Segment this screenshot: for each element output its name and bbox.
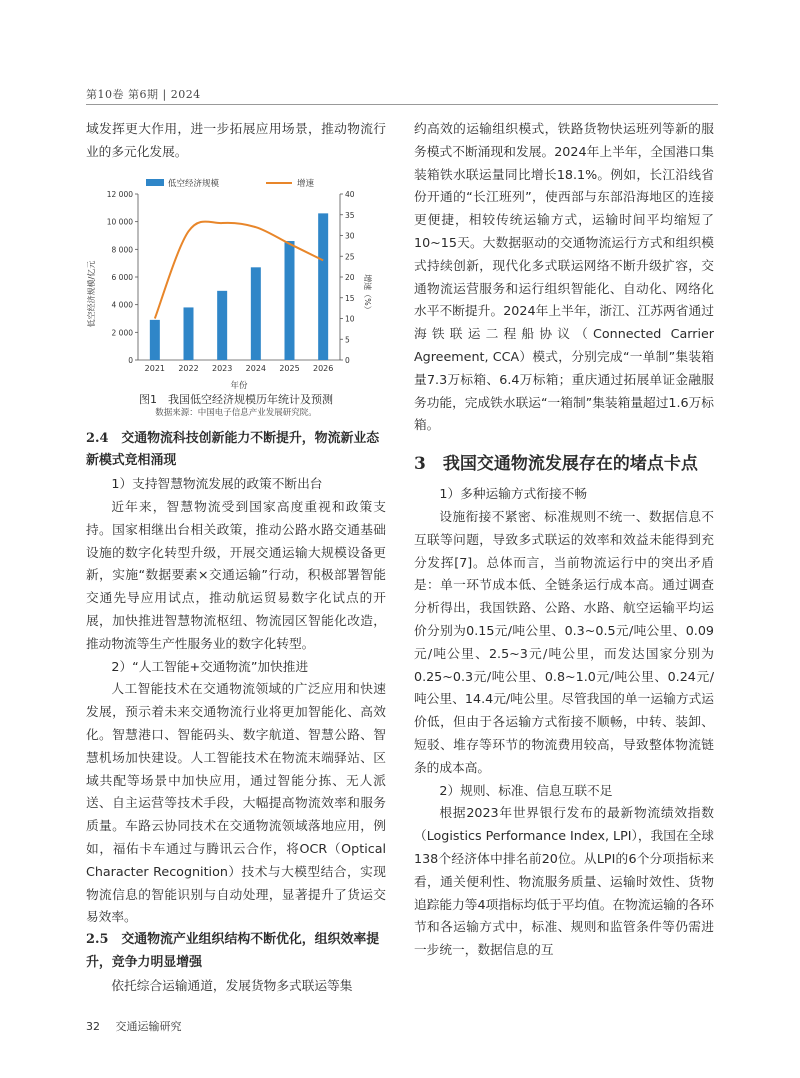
y-tick-label: 10 000 bbox=[106, 217, 133, 227]
bar-2025 bbox=[285, 241, 295, 360]
x-tick-label: 2025 bbox=[279, 363, 300, 373]
running-head: 第10卷 第6期 | 2024 bbox=[86, 88, 201, 101]
y-right-tick-label: 20 bbox=[345, 272, 355, 282]
y-right-tick-label: 10 bbox=[345, 314, 355, 324]
y-tick-label: 8 000 bbox=[111, 244, 133, 254]
low-altitude-economy-chart bbox=[86, 174, 386, 390]
legend-bar-label: 低空经济规模 bbox=[168, 178, 220, 189]
y-right-tick-label: 40 bbox=[345, 189, 355, 199]
subheading-policy: 1）支持智慧物流发展的政策不断出台 bbox=[111, 476, 323, 492]
chart-plot-area bbox=[107, 190, 355, 373]
y-tick-label: 12 000 bbox=[106, 189, 133, 199]
y-right-tick-label: 0 bbox=[345, 355, 350, 365]
paragraph-intro: 域发挥更大作用，进一步拓展应用场景，推动物流行业的多元化发展。 bbox=[86, 121, 386, 159]
x-tick-label: 2024 bbox=[245, 363, 267, 373]
bar-2023 bbox=[217, 290, 227, 359]
figure-source: 数据来源：中国电子信息产业发展研究院。 bbox=[155, 407, 317, 418]
y-axis-right-label: 增速（%） bbox=[363, 273, 372, 314]
subheading-standards: 2）规则、标准、信息互联不足 bbox=[439, 782, 613, 798]
x-tick-label: 2022 bbox=[178, 363, 199, 373]
paragraph-ai-logistics: 人工智能技术在交通物流领域的广泛应用和快速发展，预示着未来交通物流行业将更加智能化、高效化。智慧港口、智能码头、数字航道、智慧公路、智慧机场加快建设。人工智能技术在物流末端驿站、区域共配等场景中加快应用，通过智能分拣、无人派送、自主运营等技术手段，大幅提高物流效率和服务质量。车路云协同技术在交通物流领域落地应用，例如，福佑卡车通过与腾讯云合作，将OCR（Optical Character Recognition）技术与大模型结合，实现物流信息的智能识别与自动处理，显著提升了货运交易效率。 bbox=[86, 681, 386, 925]
y-axis-label: 低空经济规模/亿元 bbox=[87, 260, 96, 327]
paragraph-multimodal-start: 依托综合运输通道，发展货物多式联运等集 bbox=[111, 977, 353, 993]
y-right-tick-label: 15 bbox=[345, 293, 355, 303]
subheading-transport-connection: 1）多种运输方式衔接不畅 bbox=[439, 486, 588, 502]
right-column bbox=[414, 118, 714, 962]
section-heading-3: 3 我国交通物流发展存在的堵点卡点 bbox=[414, 454, 698, 475]
x-tick-label: 2023 bbox=[211, 363, 233, 373]
y-right-tick-label: 5 bbox=[345, 334, 350, 344]
paragraph-transport-connection: 设施衔接不紧密、标准规则不统一、数据信息不互联等问题，导致多式联运的效率和效益未能得到充分发挥[7]。总体而言，当前物流运行中的突出矛盾是：单一环节成本低、全链条运行成本高。通过调查分析得出，我国铁路、公路、水路、航空运输平均运价分别为0.15元/吨公里、0.3~0.5元/吨公里、0.09元/吨公里、2.5~3元/吨公里，而发达国家分别为0.25~0.3元/吨公里、0.8~1.0元/吨公里、0.24元/吨公里、14.4元/吨公里。尽管我国的单一运输方式运价低，但由于各运输方式衔接不顺畅，中转、装卸、短驳、堆存等环节的物流费用较高，导致整体物流链条的成本高。 bbox=[414, 508, 714, 775]
x-axis-label: 年份 bbox=[230, 380, 248, 390]
x-tick-label: 2026 bbox=[312, 363, 334, 373]
y-right-tick-label: 25 bbox=[345, 251, 355, 261]
figure-caption: 图1 我国低空经济规模历年统计及预测 bbox=[139, 392, 333, 406]
bar-2022 bbox=[184, 307, 194, 360]
figure-1 bbox=[86, 174, 386, 390]
y-right-tick-label: 35 bbox=[345, 210, 355, 220]
paragraph-policy: 近年来，智慧物流受到国家高度重视和政策支持。国家相继出台相关政策，推动公路水路交通基础设施的数字化转型升级，开展交通运输大规模设备更新，实施“数据要素×交通运输”行动，积极部署智能交通先导应用试点，推动航运贸易数字化试点的开展，加快推进智慧物流枢纽、物流园区智能化改造，推动物流等生产性服务业的数字化转型。 bbox=[86, 498, 386, 651]
paragraph-standards: 根据2023年世界银行发布的最新物流绩效指数（Logistics Performance Index, LPI），我国在全球138个经济体中排名前20位。从LPI的6个分项指标来看，通关便利性、物流服务质量、运输时效性、货物追踪能力等4项指标均低于平均值。在物流运输的各环节和各运输方式中，标准、规则和监管条件等仍需进一步统一，数据信息的互 bbox=[414, 805, 714, 958]
y-tick-label: 6 000 bbox=[111, 272, 133, 282]
page-number: 32 bbox=[86, 1020, 100, 1033]
section-heading-2-5: 2.5 交通物流产业组织结构不断优化，组织效率提升，竞争力明显增强 bbox=[86, 932, 380, 970]
legend-line-label: 增速 bbox=[297, 178, 315, 189]
section-heading-2-4: 2.4 交通物流科技创新能力不断提升，物流新业态新模式竞相涌现 bbox=[86, 430, 380, 469]
bar-2026 bbox=[318, 213, 328, 360]
header-divider bbox=[86, 104, 718, 105]
page-footer bbox=[86, 1018, 182, 1034]
y-right-tick-label: 30 bbox=[345, 231, 355, 241]
growth-rate-line bbox=[155, 221, 323, 318]
x-tick-label: 2021 bbox=[144, 363, 166, 373]
subheading-ai-logistics: 2）“人工智能+交通物流”加快推进 bbox=[111, 658, 309, 674]
y-tick-label: 0 bbox=[128, 355, 133, 365]
paragraph-multimodal-cont: 约高效的运输组织模式，铁路货物快运班列等新的服务模式不断涌现和发展。2024年上半年，全国港口集装箱铁水联运量同比增长18.1%。例如，长江沿线省份开通的“长江班列”，使西部与东部沿海地区的连接更便捷，相较传统运输方式，运输时间平均缩短了10~15天。大数据驱动的交通物流运行方式和组织模式持续创新，现代化多式联运网络不断升级扩容，交通物流运营服务和运行组织智能化、自动化、网络化水平不断提升。2024年上半年，浙江、江苏两省通过海铁联运二程船协议（Connected Carrier Agreement, CCA）模式，分别完成“一单制”集装箱量7.3万标箱、6.4万标箱；重庆通过拓展单证金融服务功能，完成铁水联运“一箱制”集装箱量超过1.6万标箱。 bbox=[414, 121, 714, 433]
y-tick-label: 2 000 bbox=[111, 327, 133, 337]
legend-bar-swatch bbox=[146, 179, 164, 186]
bar-2024 bbox=[251, 267, 261, 360]
y-tick-label: 4 000 bbox=[111, 300, 133, 310]
chart-legend bbox=[146, 178, 315, 189]
left-column bbox=[86, 118, 386, 998]
journal-name: 交通运输研究 bbox=[115, 1020, 182, 1033]
bar-2021 bbox=[150, 319, 160, 359]
